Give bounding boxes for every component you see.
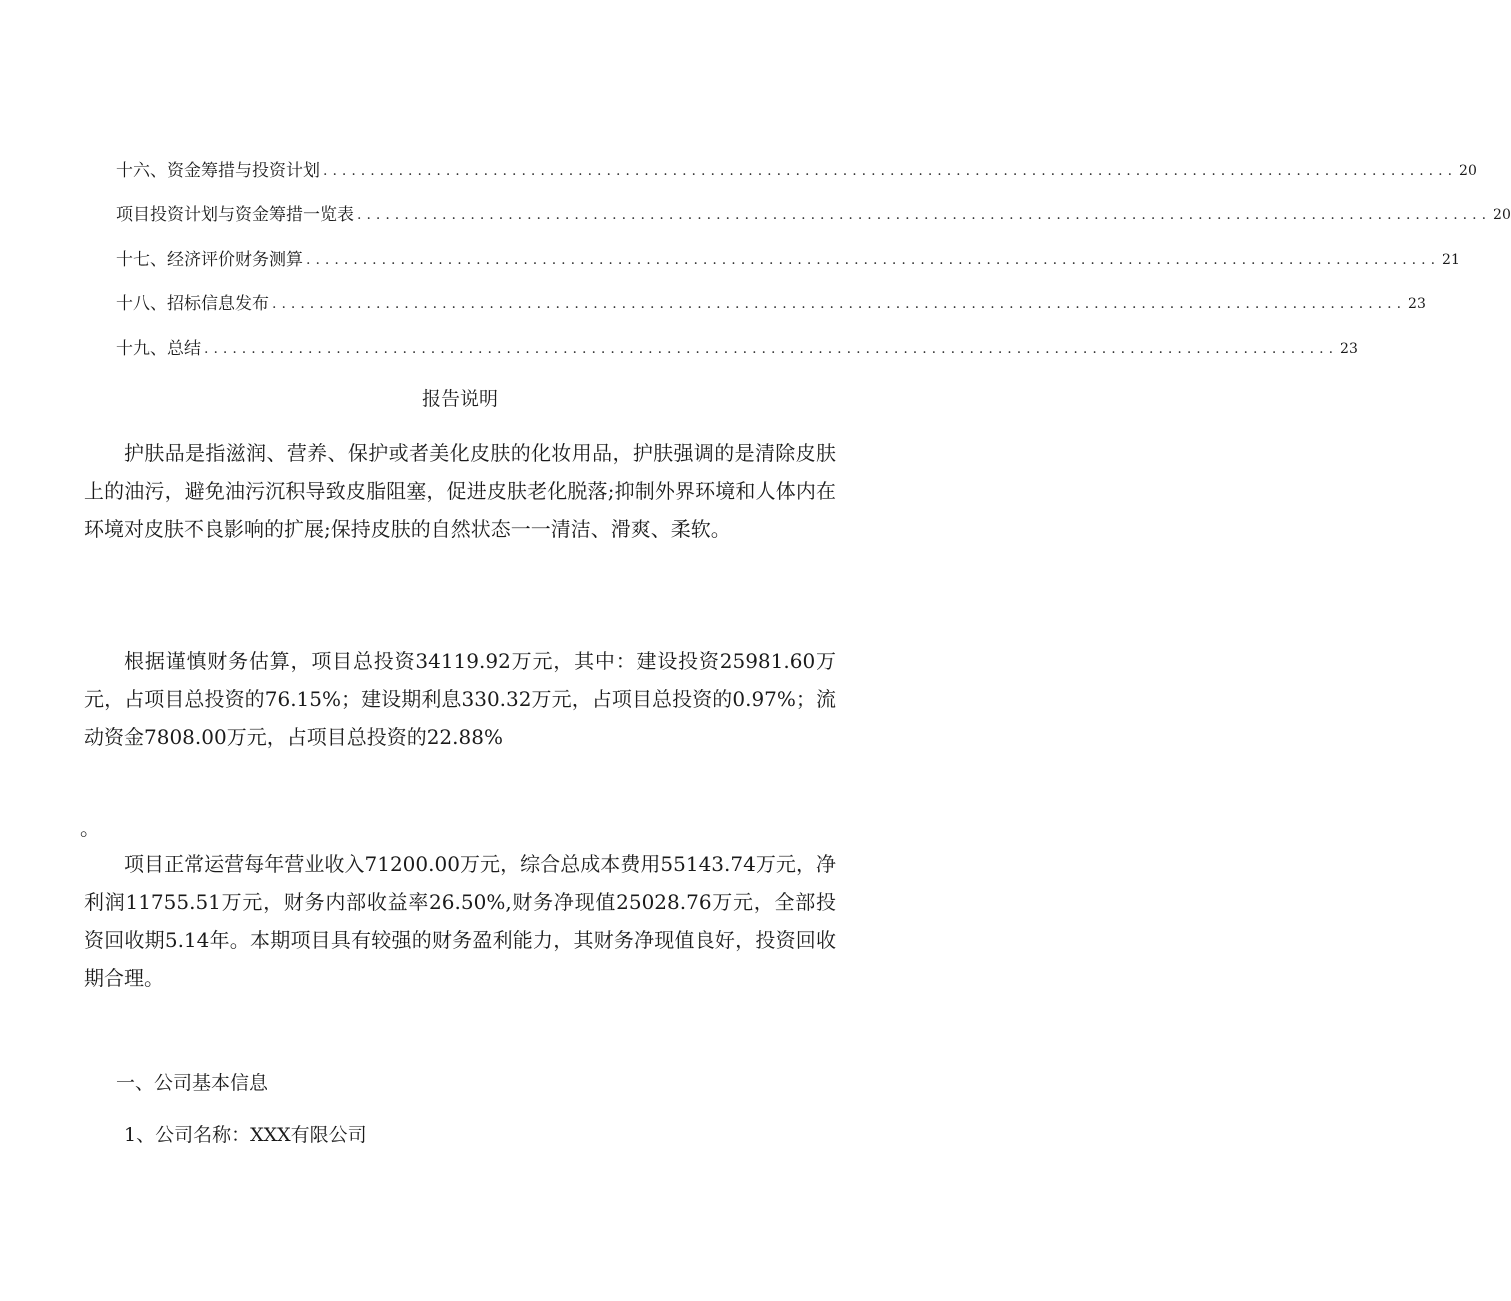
- report-paragraph-intro: [84, 434, 836, 548]
- toc-entry-page: 21: [1442, 251, 1460, 268]
- toc-entry[interactable]: [116, 185, 1511, 230]
- toc-leader-dots: ........................................................................................................................: [272, 296, 1407, 312]
- toc-leader-dots: ........................................................................................................................: [306, 251, 1441, 268]
- report-paragraph-revenue: [84, 845, 836, 997]
- toc-entry-title: 十八、招标信息发布: [116, 294, 269, 314]
- paragraph-text: 项目正常运营每年营业收入71200.00万元，综合总成本费用55143.74万元，净利润11755.51万元，财务内部收益率26.50%,财务净现值25028.76万元，全部投资回收期5.14年。本期项目具有较强的财务盈利能力，其财务净现值良好，投资回收期合理。: [84, 852, 836, 990]
- toc-leader-dots: ........................................................................................................................: [357, 207, 1492, 223]
- toc-entry[interactable]: [116, 318, 1358, 363]
- toc-entry-page: 20: [1493, 207, 1511, 223]
- toc-entry[interactable]: [116, 274, 1426, 319]
- paragraph-text: 护肤品是指滋润、营养、保护或者美化皮肤的化妆用品，护肤强调的是清除皮肤上的油污，避免油污沉积导致皮脂阻塞，促进皮肤老化脱落;抑制外界环境和人体内在环境对皮肤不良影响的扩展;保持皮肤的自然状态一一清洁、滑爽、柔软。: [84, 441, 836, 541]
- toc-leader-dots: ........................................................................................................................: [204, 340, 1339, 357]
- toc-entry-title: 十六、资金筹措与投资计划: [116, 160, 320, 181]
- toc-entry[interactable]: [116, 140, 1477, 185]
- section-heading-company: 一、公司基本信息: [116, 1072, 269, 1094]
- toc-entry-page: 20: [1459, 162, 1477, 179]
- report-heading: 报告说明: [421, 388, 498, 410]
- toc-entry-title: 十九、总结: [116, 338, 201, 359]
- toc-entry-title: 项目投资计划与资金筹措一览表: [116, 205, 354, 225]
- paragraph-text: 根据谨慎财务估算，项目总投资34119.92万元，其中：建设投资25981.60万元，占项目总投资的76.15%；建设期利息330.32万元，占项目总投资的0.97%；流动资金7808.00万元，占项目总投资的22.88%: [84, 649, 836, 749]
- toc-entry-title: 十七、经济评价财务测算: [116, 249, 303, 270]
- paragraph-period: 。: [80, 816, 100, 840]
- toc-entry-page: 23: [1340, 340, 1358, 357]
- report-paragraph-investment: [84, 642, 836, 792]
- toc-leader-dots: ........................................................................................................................: [323, 162, 1458, 179]
- company-name-line: 1、公司名称：XXX有限公司: [124, 1124, 367, 1146]
- toc-entry-page: 23: [1408, 296, 1426, 312]
- toc-entry[interactable]: [116, 229, 1460, 274]
- table-of-contents: [116, 140, 1511, 363]
